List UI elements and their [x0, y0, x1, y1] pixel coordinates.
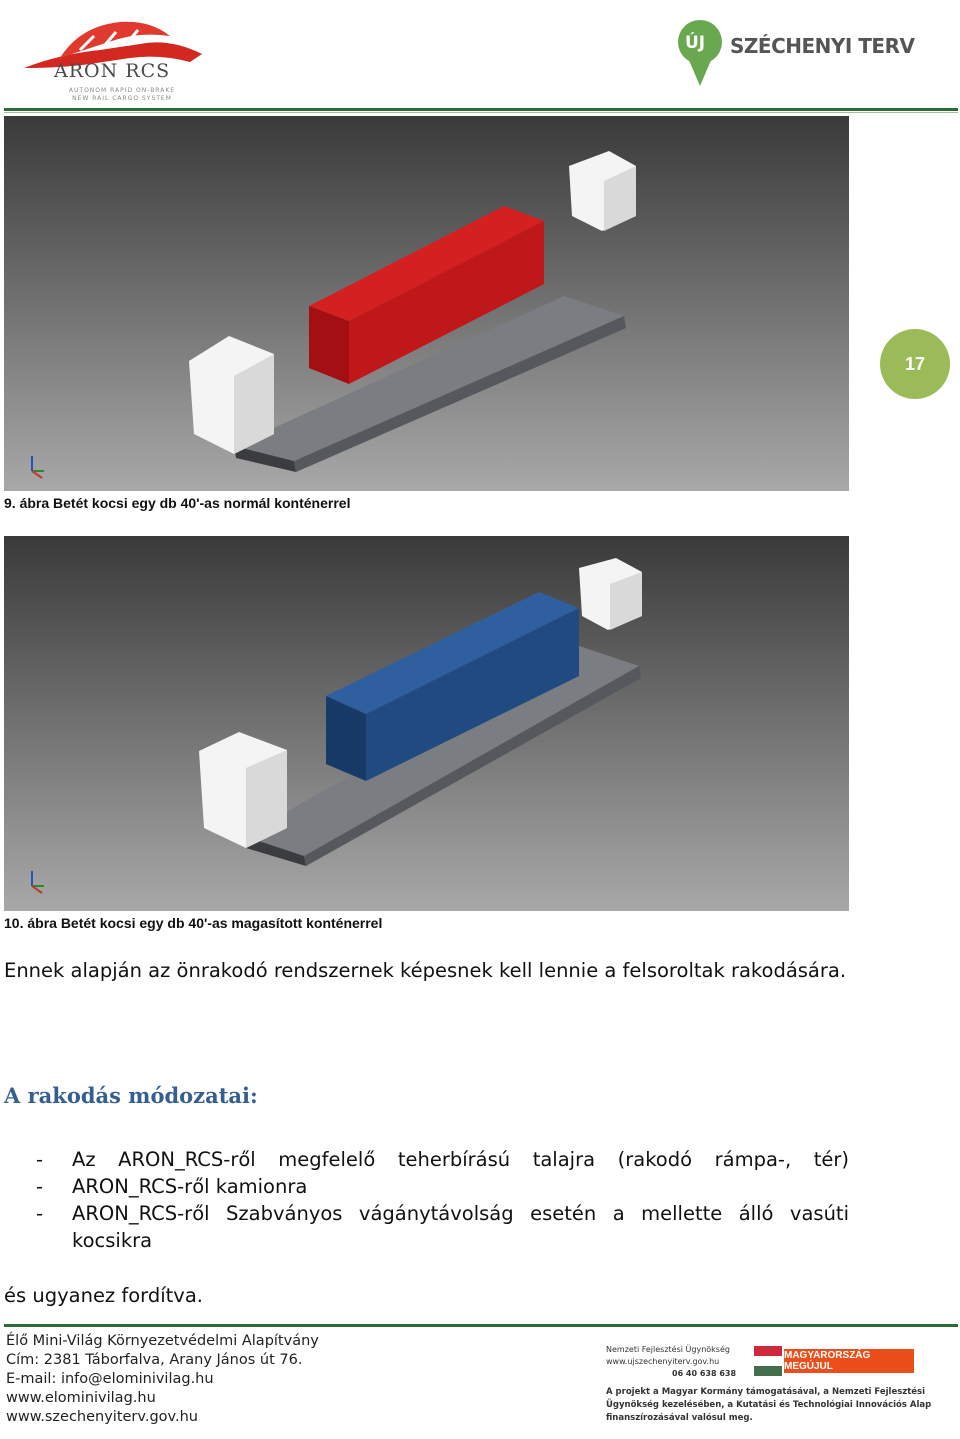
section-heading: A rakodás módozatai:	[4, 1083, 258, 1108]
list-item	[36, 1200, 849, 1254]
footer-website-link[interactable]: www.elominivilag.hu	[6, 1390, 156, 1406]
nfu-name: Nemzeti Fejlesztési Ügynökség	[606, 1345, 730, 1354]
list-marker: -	[36, 1148, 44, 1171]
list-item-text: ARON_RCS-ről Szabványos vágánytávolság esetén a mellette álló vasúti kocsikra	[72, 1202, 849, 1252]
footer-divider	[4, 1324, 958, 1327]
szechenyi-pin-icon	[676, 18, 724, 88]
figure-2-caption: 10. ábra Betét kocsi egy db 40'-as magasított konténerrel	[4, 915, 383, 931]
szechenyi-logo-text: SZÉCHENYI TERV	[730, 34, 915, 58]
aron-logo-text: ARON RCS	[54, 60, 171, 82]
nfu-contact	[606, 1344, 736, 1380]
szechenyi-uj-label: ÚJ	[685, 33, 706, 53]
aron-tagline-1: AUTONOM RAPID ON-BRAKE	[68, 87, 176, 94]
aron-logo-tagline	[62, 87, 182, 103]
body-paragraph-2: és ugyanez fordítva.	[4, 1284, 203, 1307]
figure-1-render	[4, 116, 849, 491]
figure-1-caption: 9. ábra Betét kocsi egy db 40'-as normál konténerrel	[4, 495, 351, 511]
list-marker: -	[36, 1202, 44, 1225]
body-paragraph-1: Ennek alapján az önrakodó rendszernek képesnek kell lennie a felsoroltak rakodására.	[4, 959, 847, 982]
hungarian-flag-icon	[754, 1346, 782, 1376]
footer-org-name: Élő Mini-Világ Környezetvédelmi Alapítvány	[6, 1333, 319, 1349]
aron-tagline-2: NEW RAIL CARGO SYSTEM	[72, 95, 172, 102]
figure-2-render	[4, 536, 849, 911]
header-divider	[4, 108, 958, 111]
footer-address: Cím: 2381 Táborfalva, Arany János út 76.	[6, 1352, 303, 1368]
nfu-website[interactable]: www.ujszechenyiterv.gov.hu	[606, 1357, 720, 1366]
footer-org-info	[6, 1332, 319, 1427]
project-funding-note: A projekt a Magyar Kormány támogatásával, a Nemzeti Fejlesztési Ügynökség kezelésében, a Kutatási és Technológiai Innovációs Alap finanszírozásával valósul meg.	[606, 1387, 932, 1423]
nfu-phone: 06 40 638 638	[672, 1369, 737, 1378]
footer-szechenyi-link[interactable]: www.szechenyiterv.gov.hu	[6, 1409, 198, 1425]
header-divider-thin	[4, 112, 958, 113]
list-item-text: ARON_RCS-ről kamionra	[72, 1175, 308, 1198]
list-item-text: Az ARON_RCS-ről megfelelő teherbírású talajra (rakodó rámpa-, tér)	[72, 1148, 849, 1171]
page-number-badge: 17	[880, 329, 950, 399]
footer-email[interactable]: E-mail: info@elominivilag.hu	[6, 1371, 214, 1387]
list-marker: -	[36, 1175, 44, 1198]
magyarorszag-megujul-banner: MAGYARORSZÁG MEGÚJUL	[784, 1349, 914, 1373]
